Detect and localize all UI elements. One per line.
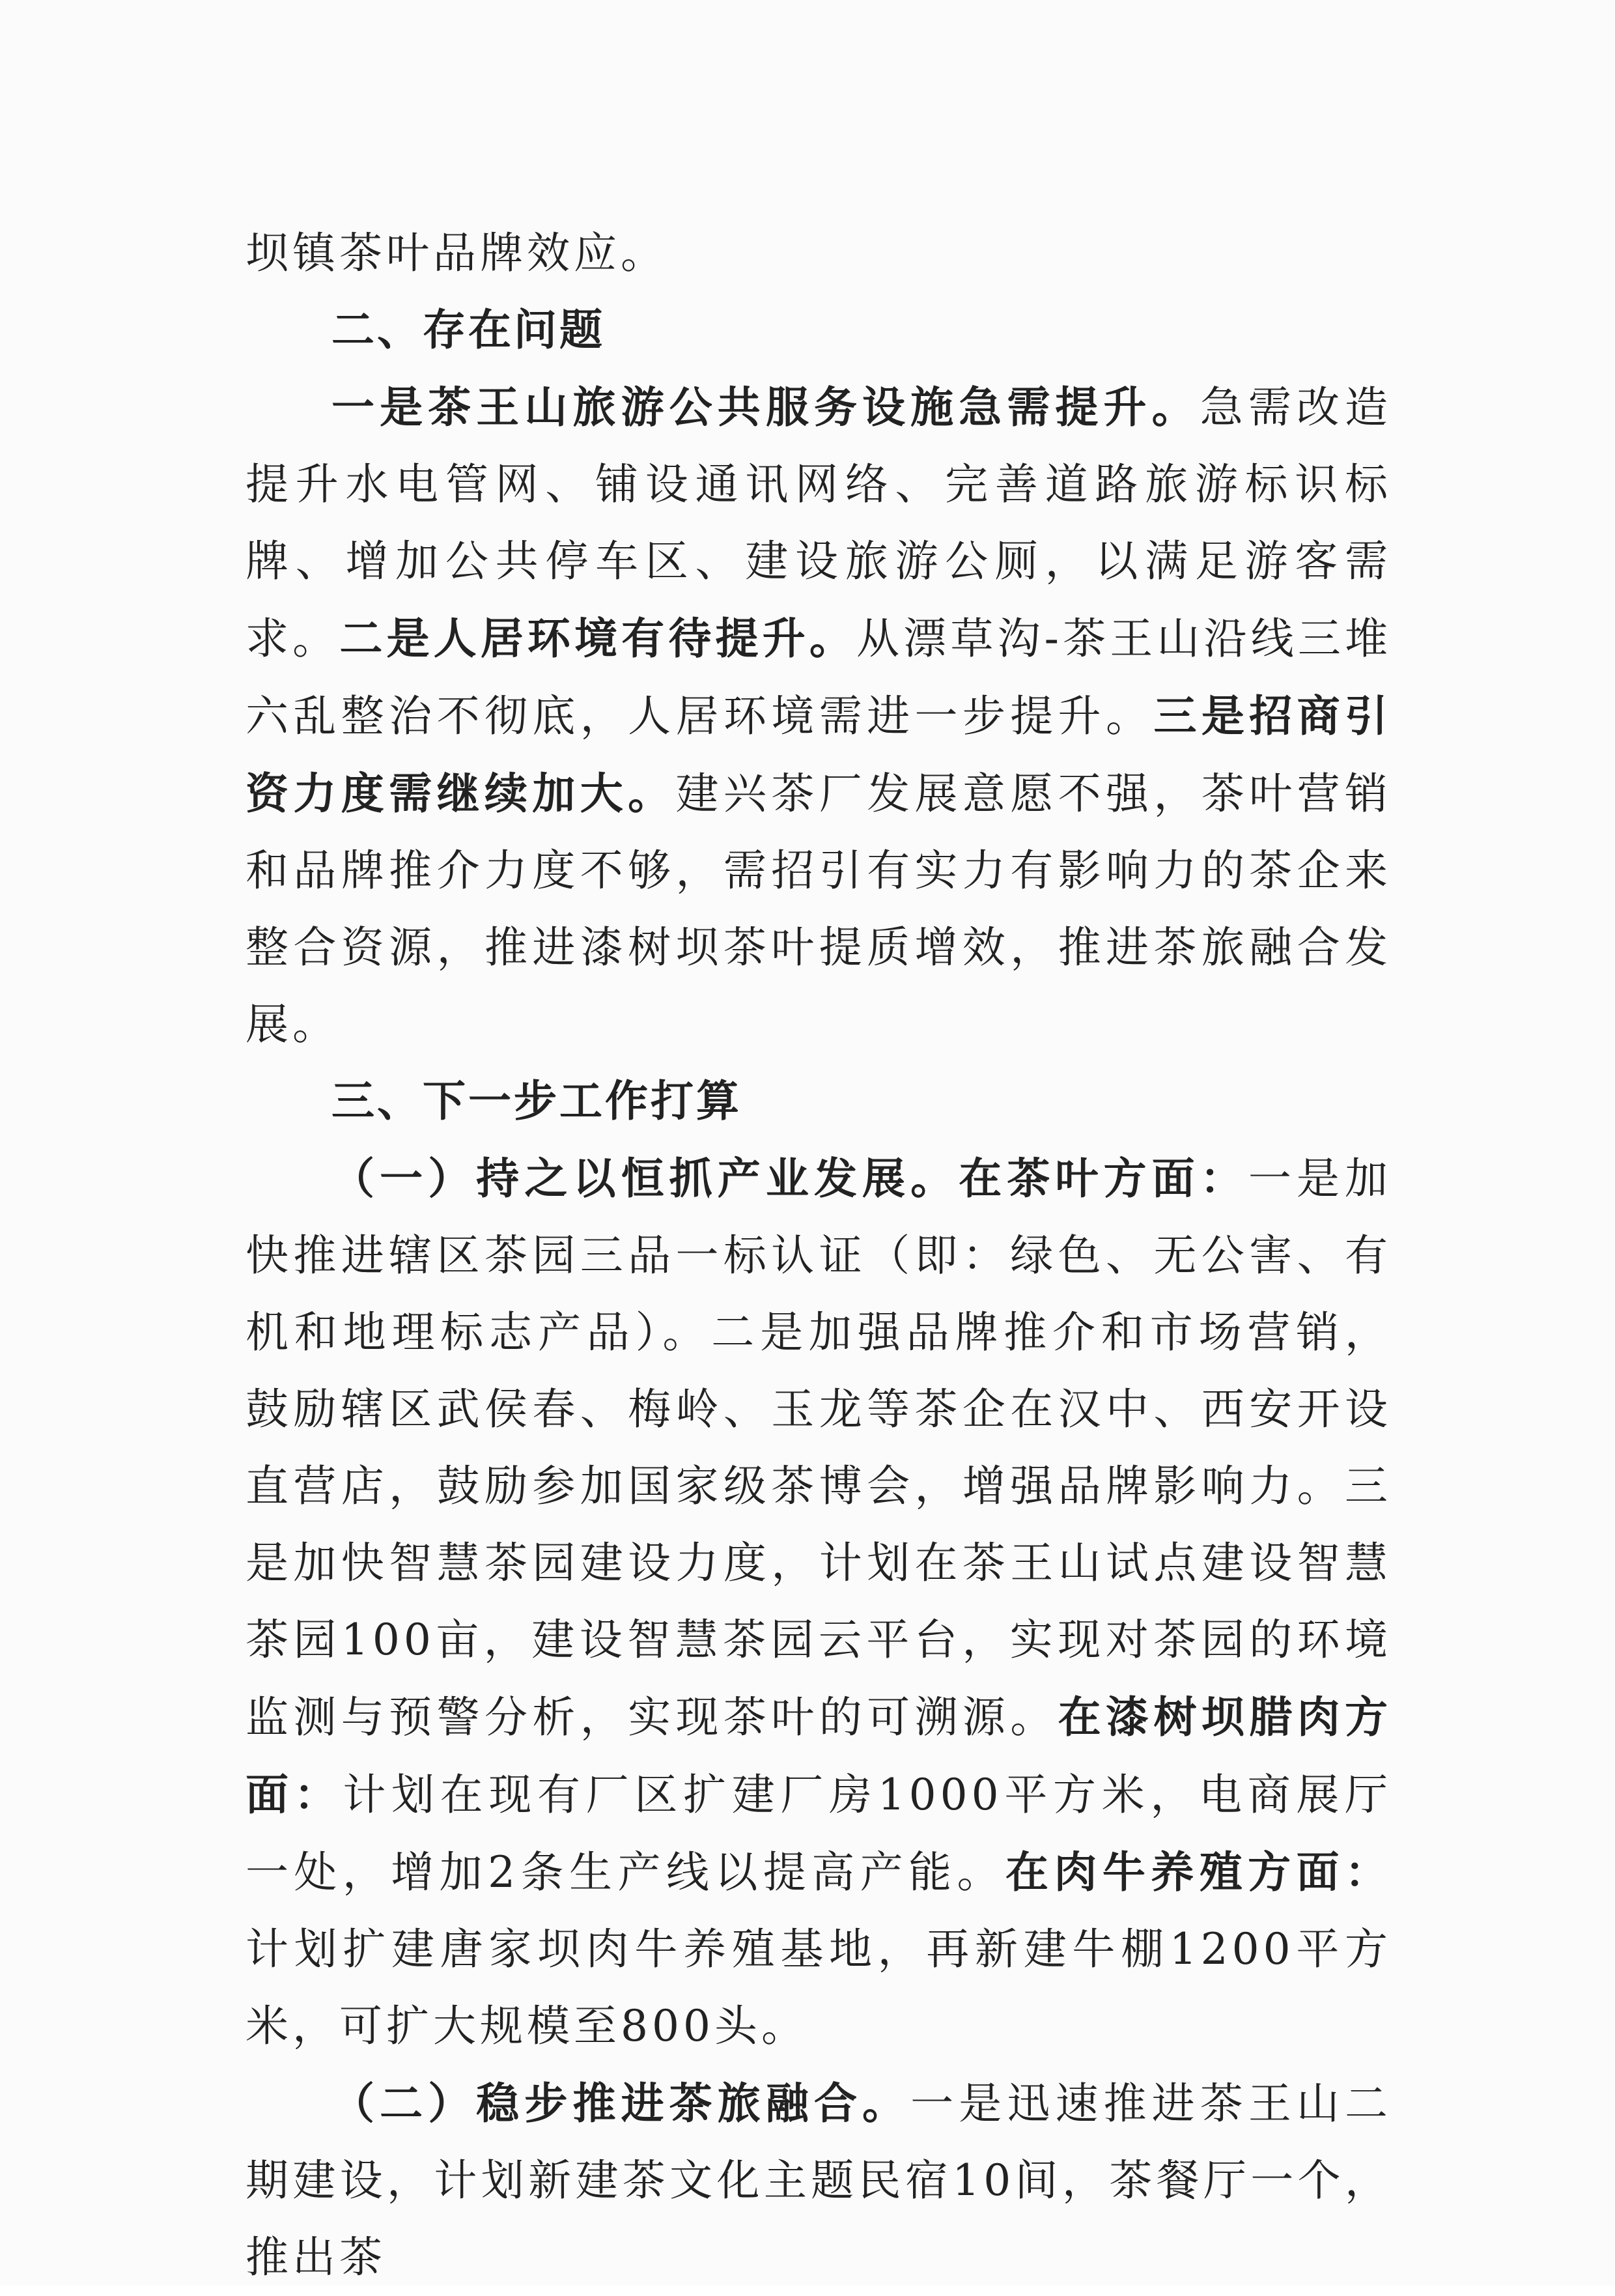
bold-lead-cattle: 在肉牛养殖方面： [1005, 1847, 1392, 1897]
paragraph-industry [246, 1140, 1392, 2065]
bold-lead-bacon: 在漆树坝腊肉方面： [246, 1692, 1392, 1820]
sub-heading-1: （一）持之以恒抓产业发展。在茶叶方面： [331, 1153, 1248, 1204]
bold-lead-1: 一是茶王山旅游公共服务设施急需提升。 [331, 382, 1200, 432]
paragraph-continuation [246, 215, 1392, 292]
section-heading-next-steps [246, 1063, 1392, 1140]
paragraph-problems [246, 369, 1392, 1063]
paragraph-text: 一是迅速推进茶王山二期建设，计划新建茶文化主题民宿10间，茶餐厅一个，推出茶 [246, 2078, 1392, 2282]
paragraph-text: 计划在现有厂区扩建厂房1000平方米，电商展厅一处，增加2条生产线以提高产能。 [246, 1770, 1392, 1897]
bold-lead-2: 二是人居环境有待提升。 [339, 613, 857, 664]
section-heading-text: 二、存在问题 [331, 305, 605, 355]
paragraph-tea-tourism [246, 2065, 1392, 2296]
section-heading-problems [246, 292, 1392, 369]
section-heading-text: 三、下一步工作打算 [331, 1076, 742, 1126]
paragraph-text: 急需改造提升水电管网、铺设通讯网络、完善道路旅游标识标牌、增加公共停车区、建设旅游公厕，以满足游客需求。 [246, 382, 1392, 664]
bold-lead-3: 三是招商引资力度需继续加大。 [246, 690, 1392, 819]
paragraph-text: 建兴茶厂发展意愿不强，茶叶营销和品牌推介力度不够，需招引有实力有影响力的茶企来整合资源，推进漆树坝茶叶提质增效，推进茶旅融合发展。 [246, 769, 1392, 1049]
paragraph-text: 一是加快推进辖区茶园三品一标认证（即：绿色、无公害、有机和地理标志产品）。二是加强品牌推介和市场营销，鼓励辖区武侯春、梅岭、玉龙等茶企在汉中、西安开设直营店，鼓励参加国家级茶博会，增强品牌影响力。三是加快智慧茶园建设力度，计划在茶王山试点建设智慧茶园100亩，建设智慧茶园云平台，实现对茶园的环境监测与预警分析，实现茶叶的可溯源。 [246, 1154, 1392, 1742]
paragraph-text: 坝镇茶叶品牌效应。 [246, 228, 667, 278]
paragraph-text: 从漂草沟-茶王山沿线三堆六乱整治不彻底，人居环境需进一步提升。 [246, 614, 1392, 741]
paragraph-text: 计划扩建唐家坝肉牛养殖基地，再新建牛棚1200平方米，可扩大规模至800头。 [246, 1924, 1392, 2051]
sub-heading-2: （二）稳步推进茶旅融合。 [331, 2078, 911, 2129]
document-body [246, 215, 1392, 2296]
